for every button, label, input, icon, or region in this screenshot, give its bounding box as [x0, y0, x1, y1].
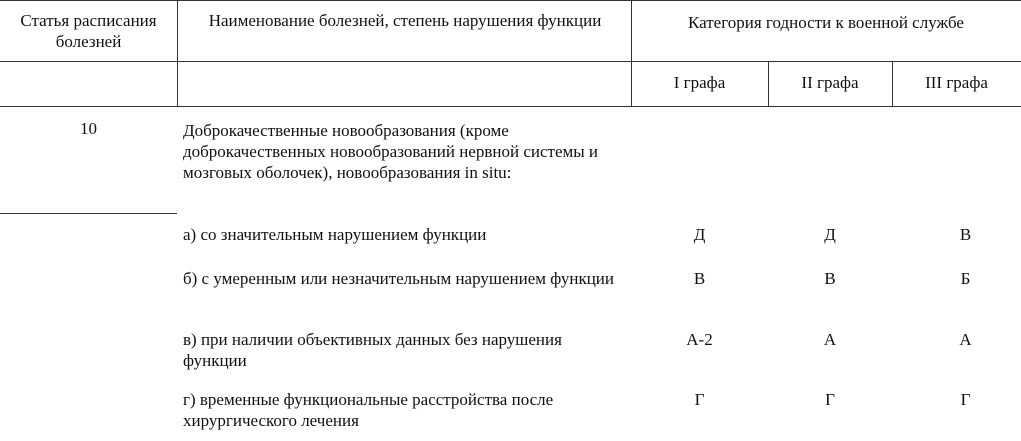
- col1-right-border: [177, 0, 178, 107]
- header-bottom-border: [0, 106, 1021, 107]
- article-underline: [0, 213, 177, 214]
- header-divider: [0, 61, 1021, 62]
- header-disease-column: Наименование болезней, степень нарушения функции: [208, 11, 602, 30]
- header-article-column: Статья расписания болезней: [20, 11, 157, 51]
- row-c-graph-1: А-2: [686, 330, 713, 349]
- row-a-graph-2: Д: [824, 225, 836, 244]
- row-b-description: б) с умеренным или незначительным нарушением функции: [183, 269, 614, 288]
- row-c-graph-2: А: [823, 330, 837, 349]
- table-top-border: [0, 0, 1021, 1]
- row-b-graph-1: В: [693, 269, 706, 288]
- row-a-graph-3: В: [959, 225, 972, 244]
- row-d-description: г) временные функциональные расстройства после хирургического лечения: [183, 390, 554, 430]
- row-c-description: в) при наличии объективных данных без нарушения функции: [183, 330, 562, 370]
- row-d-graph-2: Г: [825, 390, 835, 409]
- row-d-graph-3: Г: [960, 390, 971, 409]
- row-b-graph-3: Б: [960, 269, 971, 288]
- row-c-graph-3: А: [959, 330, 972, 349]
- row-b-graph-2: В: [824, 269, 836, 288]
- header-graph-3: III графа: [925, 73, 988, 92]
- header-fitness-category: Категория годности к военной службе: [688, 13, 964, 32]
- row-d-graph-1: Г: [694, 390, 705, 409]
- article-title: Доброкачественные новообразования (кроме доброкачественных новообразований нервной системы и мозговых оболочек), новообразования in situ:: [183, 121, 599, 182]
- article-number: 10: [80, 119, 97, 138]
- row-a-graph-1: Д: [693, 225, 706, 244]
- header-graph-1: I графа: [673, 73, 726, 92]
- header-graph-2: II графа: [801, 73, 859, 92]
- row-a-description: а) со значительным нарушением функции: [183, 225, 487, 244]
